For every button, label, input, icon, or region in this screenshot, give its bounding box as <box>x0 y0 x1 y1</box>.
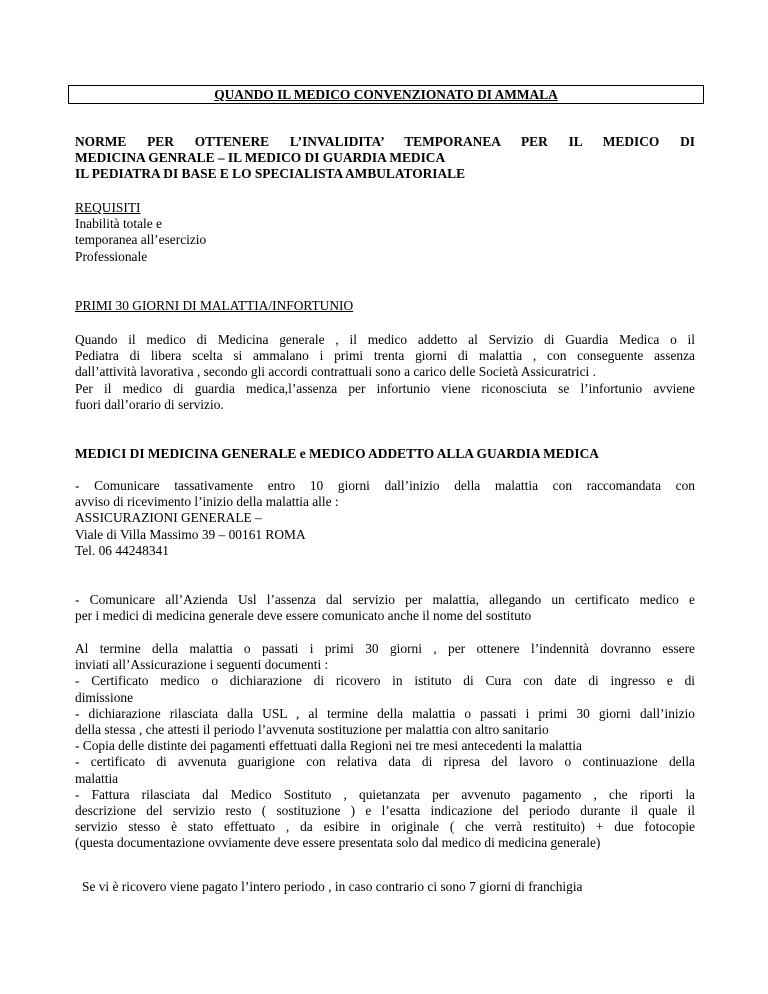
paragraph-line: - Certificato medico o dichiarazione di ricovero in istituto di Cura con date di ingresso e di <box>75 673 695 689</box>
paragraph-line: - dichiarazione rilasciata dalla USL , al termine della malattia o passati i primi 30 giorni dall’inizio <box>75 705 695 721</box>
documenti-paragraph <box>75 641 695 852</box>
comunicare2-paragraph <box>75 592 695 624</box>
primi30-heading <box>75 298 695 314</box>
paragraph-line: malattia <box>75 770 119 786</box>
paragraph-line: dimissione <box>75 689 134 705</box>
paragraph-line: fuori dall’orario di servizio. <box>75 396 224 412</box>
paragraph-line: Viale di Villa Massimo 39 – 00161 ROMA <box>75 526 306 542</box>
paragraph-line: Tel. 06 44248341 <box>75 542 169 558</box>
paragraph-line: - Copia delle distinte dei pagamenti effettuati dalla Regioni nei tre mesi antecedenti la malattia <box>75 738 582 754</box>
paragraph-line: - Comunicare all’Azienda Usl l’assenza dal servizio per malattia, allegando un certificato medico e <box>75 592 695 607</box>
paragraph-line: inviati all’Assicurazione i seguenti documenti : <box>75 657 329 673</box>
requisiti-heading: REQUISITI <box>75 200 141 215</box>
heading-line: IL PEDIATRA DI BASE E LO SPECIALISTA AMBULATORIALE <box>75 166 466 182</box>
requisiti-line: Professionale <box>75 248 148 264</box>
paragraph-line: servizio stesso è stato effettuato , da esibire in originale ( che verrà restituito) + due fotocopie <box>75 819 695 835</box>
medici-heading <box>75 446 695 462</box>
requisiti-line: Inabilità totale e <box>75 216 162 232</box>
requisiti-line: temporanea all’esercizio <box>75 232 207 248</box>
primi30-paragraph <box>75 332 695 413</box>
paragraph-line: (questa documentazione ovviamente deve essere presentata solo dal medico di medicina generale) <box>75 835 601 851</box>
paragraph-line: ASSICURAZIONI GENERALE – <box>75 510 262 526</box>
paragraph-line: - Comunicare tassativamente entro 10 giorni dall’inizio della malattia con raccomandata con <box>75 478 695 493</box>
paragraph-line: Quando il medico di Medicina generale , il medico addetto al Servizio di Guardia Medica o il <box>75 332 695 347</box>
ricovero-note <box>82 879 702 895</box>
paragraph-line: Al termine della malattia o passati i primi 30 giorni , per ottenere l’indennità dovranno essere <box>75 641 695 656</box>
paragraph-line: Per il medico di guardia medica,l’assenza per infortunio viene riconosciuta se l’infortunio avviene <box>75 380 695 396</box>
norme-heading <box>75 134 695 183</box>
section-heading: MEDICI DI MEDICINA GENERALE e MEDICO ADDETTO ALLA GUARDIA MEDICA <box>75 446 599 461</box>
paragraph-line: - Fattura rilasciata dal Medico Sostituto , quietanzata per avvenuto pagamento , che riporti la <box>75 786 695 802</box>
paragraph-line: dall’attività lavorativa , secondo gli accordi contrattuali sono a carico delle Società Assicuratrici . <box>75 364 596 380</box>
paragraph-line: Se vi è ricovero viene pagato l’intero periodo , in caso contrario ci sono 7 giorni di franchigia <box>82 879 583 894</box>
paragraph-line: descrizione del servizio resto ( sostituzione ) e l’esatta indicazione del periodo durante il quale il <box>75 803 695 819</box>
heading-line: NORME PER OTTENERE L’INVALIDITA’ TEMPORANEA PER IL MEDICO DI <box>75 134 695 149</box>
paragraph-line: - certificato di avvenuta guarigione con relativa data di ripresa del lavoro o continuazione della <box>75 754 695 770</box>
document-title: QUANDO IL MEDICO CONVENZIONATO DI AMMALA <box>68 85 704 104</box>
comunicare1-paragraph <box>75 478 695 559</box>
paragraph-line: della stessa , che attesti il periodo l’avvenuta sostituzione per malattia con altro sanitario <box>75 722 549 738</box>
heading-line: MEDICINA GENRALE – IL MEDICO DI GUARDIA MEDICA <box>75 150 446 166</box>
paragraph-line: avviso di ricevimento l’inizio della malattia alle : <box>75 494 339 510</box>
paragraph-line: Pediatra di libera scelta si ammalano i primi trenta giorni di malattia , con conseguente assenza <box>75 348 695 364</box>
requisiti-section <box>75 200 695 265</box>
paragraph-line: per i medici di medicina generale deve essere comunicato anche il nome del sostituto <box>75 608 532 624</box>
section-heading: PRIMI 30 GIORNI DI MALATTIA/INFORTUNIO <box>75 298 354 313</box>
